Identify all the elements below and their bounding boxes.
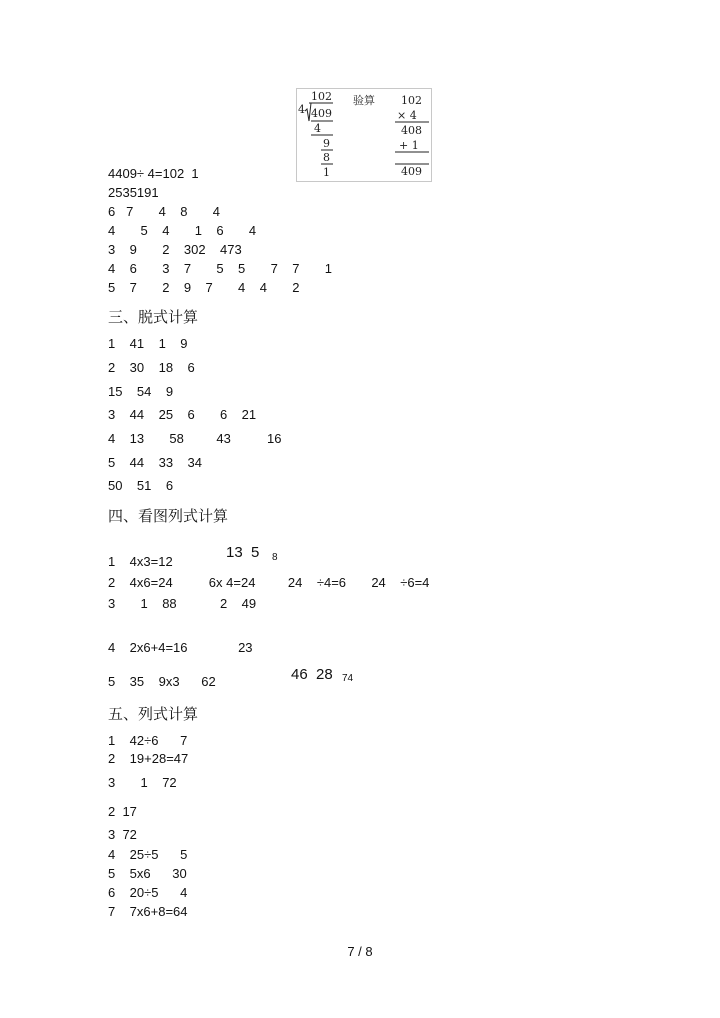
sec2-line-3: 6 7 4 8 4 <box>108 204 220 219</box>
fig-step3: 8 <box>323 151 330 164</box>
sec4-line-4: 4 2x6+4=16 23 <box>108 640 253 655</box>
fig-divisor: 4 <box>298 103 305 116</box>
long-division-figure <box>296 88 432 182</box>
section-5-heading: 五、列式计算 <box>108 705 199 723</box>
section-3-heading: 三、脱式计算 <box>108 308 199 326</box>
sec5-line-9: 7 7x6+8=64 <box>108 904 188 919</box>
fig-check-top: 102 <box>401 94 422 107</box>
fig-dividend: 409 <box>311 107 332 120</box>
sec4-line-5-figure-small: 74 <box>342 673 354 684</box>
sec5-line-2: 2 19+28=47 <box>108 751 189 766</box>
sec5-line-6: 4 25÷5 5 <box>108 847 188 862</box>
sec2-line-1: 4409÷ 4=102 1 <box>108 166 199 181</box>
fig-check-product: 408 <box>401 124 422 137</box>
sec5-line-3: 3 1 72 <box>108 775 177 790</box>
fig-check-mult: × 4 <box>397 109 417 122</box>
sec5-line-7: 5 5x6 30 <box>108 866 187 881</box>
sec3-line-7: 50 51 6 <box>108 478 174 493</box>
sec4-line-5: 5 35 9x3 62 <box>108 674 216 689</box>
sec3-line-6: 5 44 33 34 <box>108 455 202 470</box>
sec2-line-7: 5 7 2 9 7 4 4 2 <box>108 280 300 295</box>
sec3-line-4: 3 44 25 6 6 21 <box>108 407 257 422</box>
sec3-line-2: 2 30 18 6 <box>108 360 195 375</box>
sec4-line-2: 2 4x6=24 6x 4=24 24 ÷4=6 24 ÷6=4 <box>108 575 430 590</box>
sec2-line-6: 4 6 3 7 5 5 7 7 1 <box>108 261 332 276</box>
sec3-line-1: 1 41 1 9 <box>108 336 188 351</box>
fig-check-label: 验算 <box>353 94 375 107</box>
fig-check-add: + 1 <box>399 139 419 152</box>
sec3-line-3: 15 54 9 <box>108 384 174 399</box>
page-number: 7 / 8 <box>347 944 373 959</box>
sec5-line-1: 1 42÷6 7 <box>108 733 188 748</box>
sec2-line-4: 4 5 4 1 6 4 <box>108 223 257 238</box>
sec4-line-1-figure-numbers: 13 5 <box>226 544 260 561</box>
sec2-line-5: 3 9 2 302 473 <box>108 242 242 257</box>
section-4-heading: 四、看图列式计算 <box>108 507 229 525</box>
fig-check-result: 409 <box>401 165 422 178</box>
sec5-line-4: 2 17 <box>108 804 137 819</box>
sec2-line-2: 2535191 <box>108 185 159 200</box>
sec4-line-1-figure-small: 8 <box>272 552 278 563</box>
sec3-line-5: 4 13 58 43 16 <box>108 431 282 446</box>
fig-step2: 9 <box>323 137 330 150</box>
fig-quotient: 102 <box>311 90 332 103</box>
sec5-line-8: 6 20÷5 4 <box>108 885 188 900</box>
fig-remainder: 1 <box>323 166 330 179</box>
sec4-line-3: 3 1 88 2 49 <box>108 596 257 611</box>
division-drawing <box>297 89 431 181</box>
sec4-line-1: 1 4x3=12 <box>108 554 173 569</box>
fig-step1: 4 <box>314 122 321 135</box>
sec4-line-5-figure-numbers: 46 28 <box>291 666 333 683</box>
sec5-line-5: 3 72 <box>108 827 137 842</box>
